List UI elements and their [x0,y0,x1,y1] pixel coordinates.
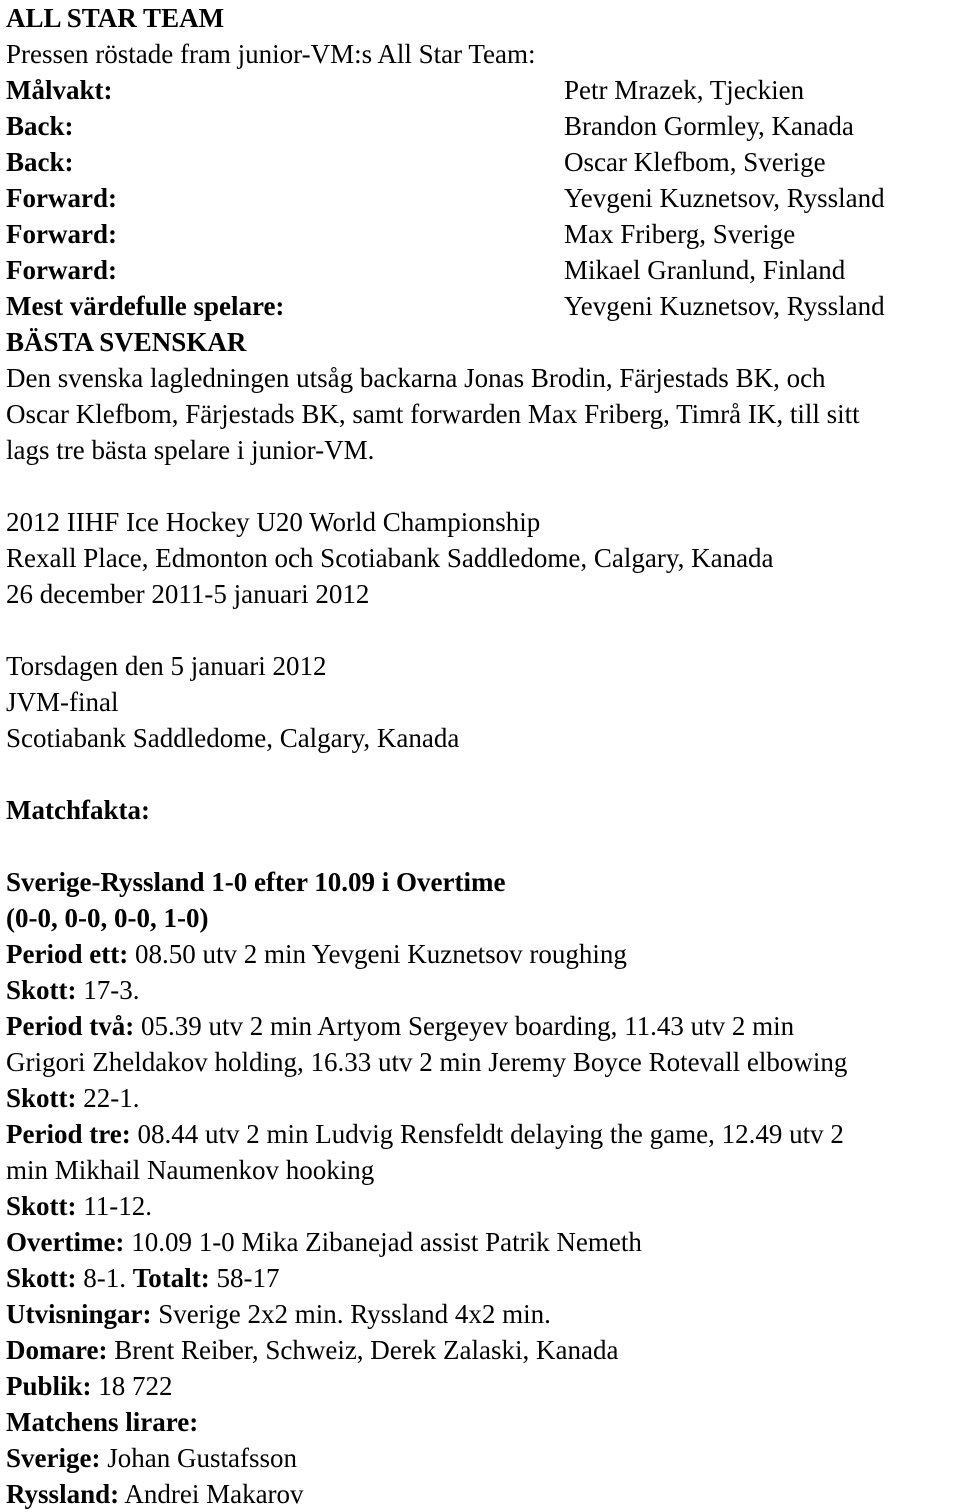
star-russia-label: Ryssland: [6,1479,120,1509]
facts-heading: Matchfakta: [6,795,150,825]
spacer [6,612,960,648]
basta-line: Oscar Klefbom, Färjestads BK, samt forwarden Max Friberg, Timrå IK, till sitt [6,399,860,429]
shots-value: 8-1. [76,1263,133,1293]
allstar-row [6,180,960,216]
period-one-label: Period ett: [6,939,129,969]
basta-line: Den svenska lagledningen utsåg backarna Jonas Brodin, Färjestads BK, och [6,363,826,393]
star-sweden [6,1440,960,1476]
shots-value: 17-3. [76,975,140,1005]
period-one-shots [6,972,960,1008]
penalties [6,1296,960,1332]
penalties-text: Sverige 2x2 min. Ryssland 4x2 min. [151,1299,551,1329]
basta-title: BÄSTA SVENSKAR [6,327,247,357]
overtime-shots [6,1260,960,1296]
allstar-title: ALL STAR TEAM [6,3,225,33]
overtime-text: 10.09 1-0 Mika Zibanejad assist Patrik Nemeth [124,1227,642,1257]
allstar-player: Max Friberg, Sverige [564,219,796,249]
period-scores: (0-0, 0-0, 0-0, 1-0) [6,903,209,933]
referees-label: Domare: [6,1335,108,1365]
attendance-text: 18 722 [91,1371,173,1401]
game-round: JVM-final [6,687,119,717]
allstar-row [6,108,960,144]
period-three-shots [6,1188,960,1224]
shots-label: Skott: [6,1191,77,1221]
game-date: Torsdagen den 5 januari 2012 [6,651,327,681]
event-dates: 26 december 2011-5 januari 2012 [6,579,370,609]
allstar-player: Oscar Klefbom, Sverige [564,147,826,177]
attendance-label: Publik: [6,1371,92,1401]
period-three [6,1116,960,1152]
penalties-label: Utvisningar: [6,1299,152,1329]
period-two-continued: Grigori Zheldakov holding, 16.33 utv 2 min Jeremy Boyce Rotevall elbowing [6,1047,848,1077]
star-sweden-label: Sverige: [6,1443,101,1473]
star-russia [6,1476,960,1512]
match-result: Sverige-Ryssland 1-0 efter 10.09 i Overtime [6,867,506,897]
basta-line: lags tre bästa spelare i junior-VM. [6,435,375,465]
period-one-text: 08.50 utv 2 min Yevgeni Kuznetsov roughing [128,939,627,969]
allstar-row [6,72,960,108]
attendance [6,1368,960,1404]
allstar-row [6,252,960,288]
allstar-row [6,216,960,252]
event-venues: Rexall Place, Edmonton och Scotiabank Saddledome, Calgary, Kanada [6,543,774,573]
allstar-role: Back: [6,111,74,141]
event-name: 2012 IIHF Ice Hockey U20 World Championship [6,507,541,537]
overtime [6,1224,960,1260]
star-sweden-name: Johan Gustafsson [100,1443,297,1473]
allstar-player: Mikael Granlund, Finland [564,255,846,285]
overtime-label: Overtime: [6,1227,125,1257]
period-one [6,936,960,972]
period-two-shots [6,1080,960,1116]
total-value: 58-17 [209,1263,280,1293]
period-two-label: Period två: [6,1011,135,1041]
period-three-continued: min Mikhail Naumenkov hooking [6,1155,375,1185]
allstar-role: Forward: [6,219,117,249]
game-arena: Scotiabank Saddledome, Calgary, Kanada [6,723,460,753]
shots-label: Skott: [6,975,77,1005]
spacer [6,828,960,864]
period-two [6,1008,960,1044]
allstar-row [6,144,960,180]
referees [6,1332,960,1368]
shots-label: Skott: [6,1263,77,1293]
allstar-player: Petr Mrazek, Tjeckien [564,75,805,105]
period-three-text: 08.44 utv 2 min Ludvig Rensfeldt delaying the game, 12.49 utv 2 [130,1119,844,1149]
referees-text: Brent Reiber, Schweiz, Derek Zalaski, Kanada [107,1335,619,1365]
shots-value: 11-12. [76,1191,153,1221]
period-three-label: Period tre: [6,1119,131,1149]
allstar-role: Back: [6,147,74,177]
total-label: Totalt: [132,1263,210,1293]
spacer [6,468,960,504]
allstar-player: Yevgeni Kuznetsov, Ryssland [564,291,885,321]
period-two-text: 05.39 utv 2 min Artyom Sergeyev boarding, 11.43 utv 2 min [134,1011,795,1041]
shots-value: 22-1. [76,1083,140,1113]
allstar-player: Brandon Gormley, Kanada [564,111,854,141]
spacer [6,756,960,792]
allstar-role: Mest värdefulle spelare: [6,291,285,321]
allstar-row [6,288,960,324]
allstar-player: Yevgeni Kuznetsov, Ryssland [564,183,885,213]
allstar-role: Forward: [6,183,117,213]
allstar-intro: Pressen röstade fram junior-VM:s All Star Team: [6,39,536,69]
allstar-role: Forward: [6,255,117,285]
shots-label: Skott: [6,1083,77,1113]
stars-heading: Matchens lirare: [6,1407,199,1437]
allstar-role: Målvakt: [6,75,113,105]
star-russia-name: Andrei Makarov [119,1479,304,1509]
